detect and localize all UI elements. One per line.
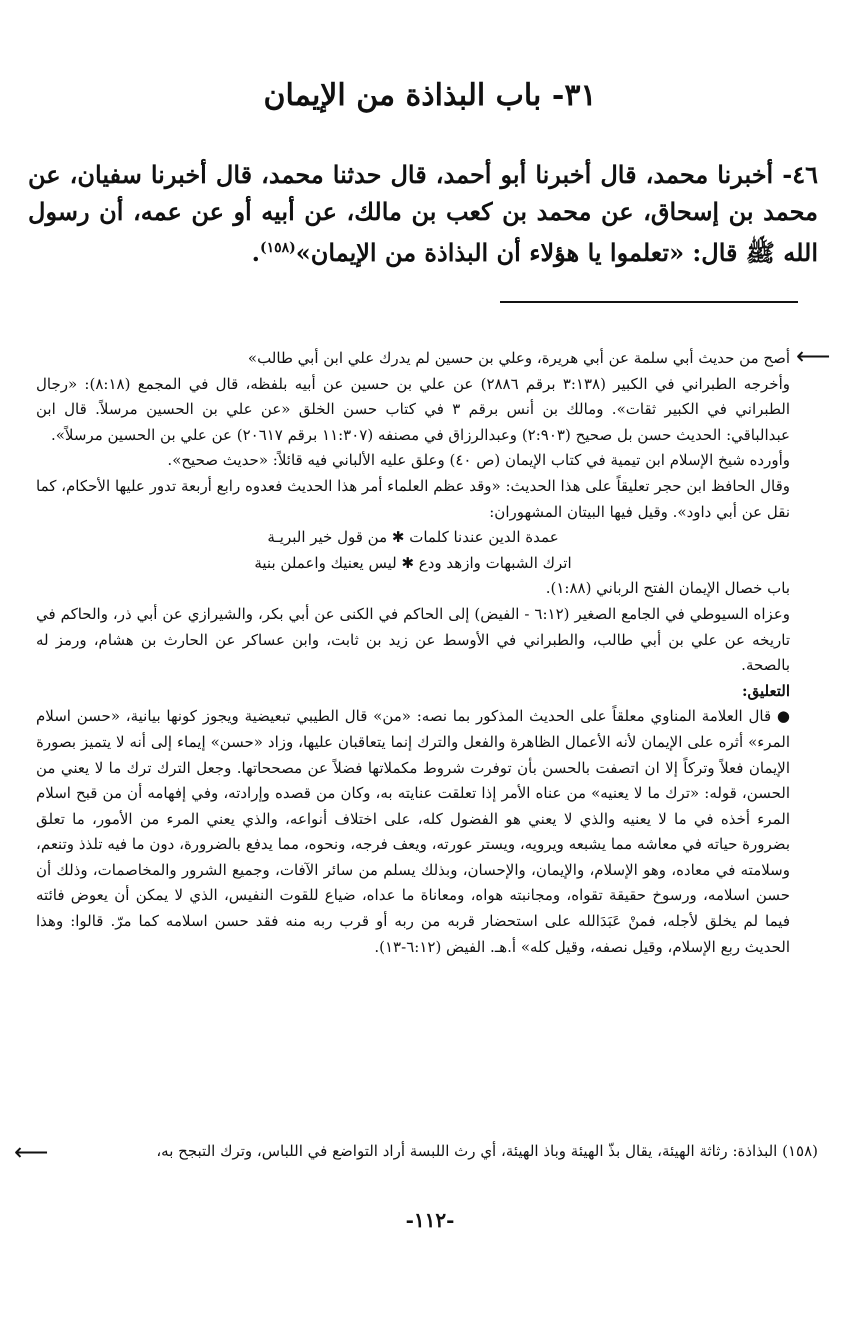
footnote-ref: (١٥٨) — [259, 240, 296, 256]
note-paragraph: باب خصال الإيمان الفتح الرباني (١:٨٨). — [545, 579, 790, 598]
note-paragraph: وقال الحافظ ابن حجر تعليقاً على هذا الحديث: «وقد عظم العلماء أمر هذا الحديث فعدوه رابع أربعة تدور عليها الأحكام، كما نقل عن أبي داود». وقيل فيها البيتان المشهوران: — [36, 476, 790, 521]
chapter-title: ٣١- باب البذاذة من الإيمان — [263, 78, 597, 113]
commentary-text: ● قال العلامة المناوي معلقاً على الحديث المذكور بما نصه: «من» قال الطيبي تبعيضية ويجوز كونها بيانية، «حسن اسلام المرء» أثره على الإيمان لأنه الأعمال الظاهرة والفعل والترك إنما يتعاقبان عليها، وزاد «حسن» إيماء إلى أنه لا يتميز بصورة الإيمان فعلاً وتركاً إلا ان اتصفت بالحسن بأن توفرت شروط مكملاتها فضلاً عن مصححاتها. وجعل الترك ترك ما لا يعني من الحسن، قوله: «ترك ما لا يعنيه» من عناه الأمر إذا تعلقت عنايته به، وكان من قصده وإرادته، وفي إفهامه أن من قبح اسلام المرء أخذه في ما لا يعنيه والذي لا يعني هو الفضول كله، على اختلاف أنواعه، والذي يعني المرء من الأمور، ما تعلق بضرورة حياته في معاشه مما يشبعه ويرويه، ويستر عورته، ويعف فرجه، ونحوه، مما يدفع بالضرورة، دون ما فيه تلذذ وتنعم، وسلامته في معاده، وهو الإسلام، والإيمان، والإحسان، وبذلك يسلم من سائر الآفات، وجميع الشرور والمخاصمات، وذلك أن حسن اسلامه، ورسوخ حقيقة تقواه، ومجانبته هواه، ومعاناة ما عداه، ضياع للقوت النفيس، الذي لا يمكن أن يعوض فائته فيما لم يخلق لأجله، فمنْ عَبَدَالله على استحضار قربه من ربه أو قرب ربه منه فقد حسن اسلامه كما مرّ. قالوا: وهذا الحديث ربع الإسلام، وقيل نصفه، وقيل كله» أ.هـ. الفيض (٦:١٢-١٣). — [36, 707, 790, 956]
note-paragraph: وعزاه السيوطي في الجامع الصغير (٦:١٢ - الفيض) إلى الحاكم في الكنى عن أبي بكر، والشيرازي عن أبي ذر، والحاكم في تاريخه عن علي بن أبي طالب، والطبراني في الأوسط عن زيد بن ثابت، وابن عساكر عن الحارث بن هشام، ورمز له بالصحة. — [36, 604, 790, 675]
note-paragraph: وأخرجه الطبراني في الكبير (٣:١٣٨ برقم ٢٨٨٦) عن علي بن حسين عن أبيه بلفظه، قال في المجمع (٨:١٨): «رجال الطبراني في الكبير ثقات». ومالك بن أنس برقم ٣ في كتاب حسن الخلق «عن علي بن الحسين مرسلاً. قال ابن عبدالباقي: الحديث حسن بل صحيح (٢:٩٠٣) وعبدالرزاق في مصنفه (١١:٣٠٧ برقم ٢٠٦١٧) عن علي بن الحسين مرسلاً». — [36, 374, 790, 444]
footnote-separator — [500, 301, 798, 303]
poem-line: اترك الشبهات وازهد ودع ✱ ليس يعنيك واعملن بنية — [254, 553, 572, 572]
hadith-text — [28, 156, 818, 271]
page-number: -١١٢- — [405, 1208, 455, 1232]
continuation-arrow-icon: ⟵ — [796, 342, 831, 370]
commentary-heading: التعليق: — [741, 681, 790, 700]
note-paragraph: أصح من حديث أبي سلمة عن أبي هريرة، وعلي بن حسين لم يدرك علي ابن أبي طالب» — [247, 349, 790, 367]
notes-block — [36, 346, 790, 960]
continuation-arrow-icon: ⟵ — [14, 1138, 49, 1166]
hadith-body: ٤٦- أخبرنا محمد، قال أخبرنا أبو أحمد، قال حدثنا محمد، قال أخبرنا سفيان، عن محمد بن إسحاق، عن محمد بن كعب بن مالك، عن أبيه أو عن عمه، أن رسول الله ﷺ قال: «تعلموا يا هؤلاء أن البذاذة من الإيمان» — [28, 160, 818, 267]
poem-line: عمدة الدين عندنا كلمات ✱ من قول خير البريـة — [267, 528, 559, 547]
hadith-end: . — [251, 238, 260, 267]
footnote-158: (١٥٨) البذاذة: رثاثة الهيئة، يقال بذّ الهيئة وباذ الهيئة، أي رث اللبسة أراد التواضع في اللباس، وترك التبجح به، — [156, 1142, 818, 1160]
note-paragraph: وأورده شيخ الإسلام ابن تيمية في كتاب الإيمان (ص ٤٠) وعلق عليه الألباني فيه قائلاً: «حديث صحيح». — [167, 451, 790, 470]
